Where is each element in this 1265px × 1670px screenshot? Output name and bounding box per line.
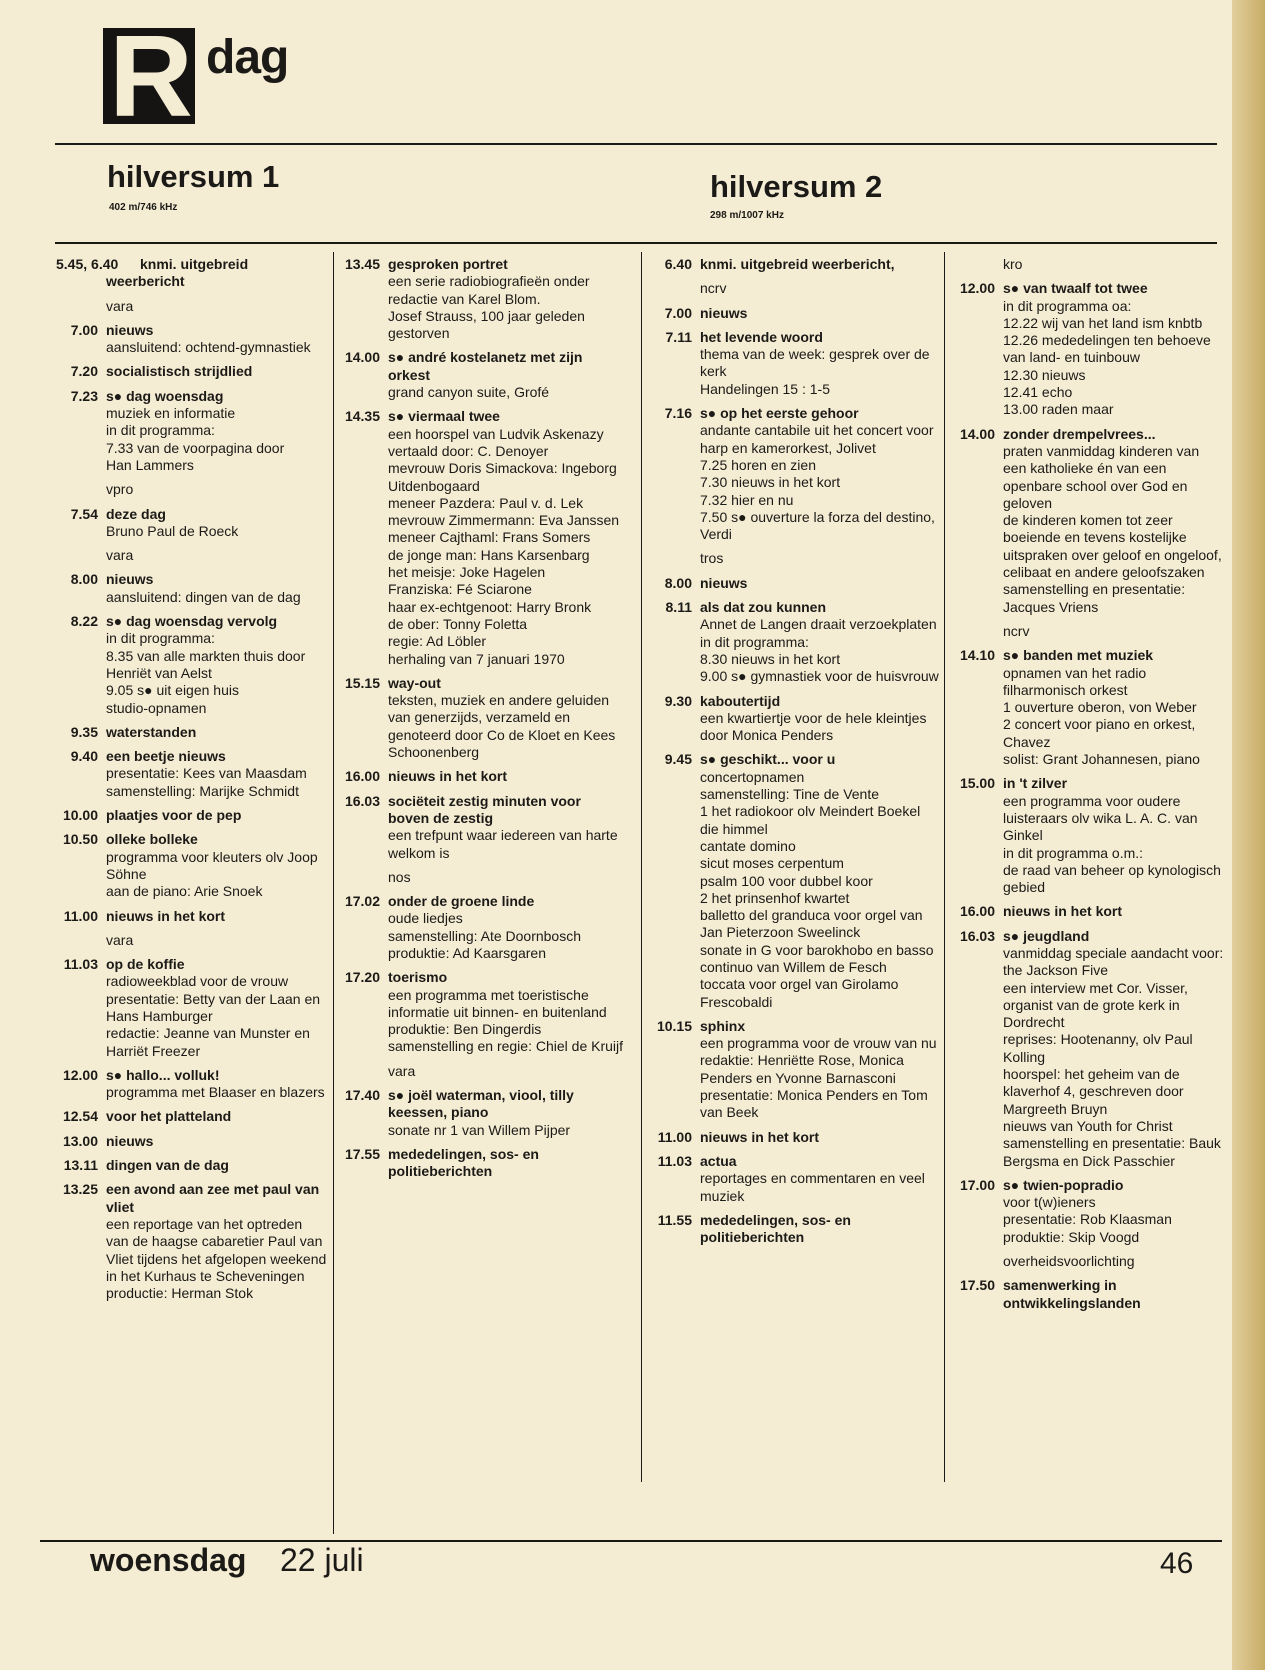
- program-title: knmi. uitgebreid weerbericht: [106, 256, 249, 290]
- program-title: samenwerking in ontwikkelingslanden: [1003, 1277, 1141, 1311]
- program-detail: een serie radiobiografieën onder redactie van Karel Blom.: [388, 273, 590, 307]
- program-detail: presentatie: Betty van der Laan en Hans Hamburger: [106, 990, 321, 1024]
- program-detail: in dit programma:: [106, 630, 215, 647]
- program-detail: opnamen van het radio filharmonisch orkest: [1003, 664, 1147, 698]
- program-detail: herhaling van 7 januari 1970: [388, 650, 565, 667]
- program-title: sphinx: [700, 1017, 746, 1034]
- program-title: actua: [700, 1152, 737, 1169]
- program-time: 16.03: [344, 792, 380, 809]
- program-entry: [949, 647, 1225, 768]
- program-detail: redaktie: Henriëtte Rose, Monica Penders en Yvonne Barnasconi: [700, 1052, 904, 1086]
- program-detail: die himmel: [700, 820, 768, 837]
- program-time: 17.40: [344, 1087, 380, 1104]
- program-detail: 8.35 van alle markten thuis door Henriët van Aelst: [106, 647, 306, 681]
- program-detail: de raad van beheer op kynologisch gebied: [1003, 861, 1221, 896]
- broadcaster-label: kro: [1003, 256, 1023, 272]
- station-freq-1: 402 m/746 kHz: [109, 202, 178, 213]
- program-detail: toccata voor orgel van Girolamo Frescobaldi: [700, 976, 899, 1010]
- program-detail: samenstelling en regie: Chiel de Kruijf: [388, 1038, 624, 1055]
- program-title: kaboutertijd: [700, 692, 781, 709]
- program-time: 5.45, 6.40: [56, 256, 119, 272]
- program-time: 6.40: [664, 256, 692, 272]
- program-detail: produktie: Ben Dingerdis: [388, 1021, 542, 1038]
- program-time: 13.45: [344, 256, 380, 272]
- program-detail: samenstelling: Marijke Schmidt: [106, 782, 299, 799]
- program-title: s● andré kostelanetz met zijn orkest: [388, 349, 583, 383]
- program-detail: 2 het prinsenhof kwartet: [700, 889, 850, 906]
- program-detail: oude liedjes: [388, 910, 463, 927]
- program-detail: 7.30 nieuws in het kort: [700, 474, 841, 491]
- program-time: 11.55: [657, 1211, 692, 1228]
- program-title: s● op het eerste gehoor: [700, 405, 859, 422]
- program-detail: aansluitend: ochtend-gymnastiek: [106, 339, 311, 356]
- broadcaster-label: tros: [700, 550, 724, 567]
- program-detail: een hoorspel van Ludvik Askenazy: [388, 425, 604, 442]
- program-detail: 7.32 hier en nu: [700, 491, 794, 508]
- program-entry: [56, 613, 328, 717]
- broadcaster-label: vara: [388, 1062, 416, 1079]
- program-title: zonder drempelvrees...: [1003, 425, 1156, 442]
- program-entry: [949, 775, 1225, 896]
- program-detail: Handelingen 15 : 1-5: [700, 380, 830, 397]
- program-entry: [56, 1181, 328, 1302]
- program-detail: presentatie: Monica Penders en Tom van Beek: [700, 1087, 928, 1121]
- program-title: nieuws in het kort: [1003, 903, 1123, 920]
- program-title: nieuws: [106, 1132, 154, 1149]
- program-time: 12.54: [62, 1108, 98, 1125]
- program-time: 16.00: [344, 768, 380, 785]
- program-time: 8.00: [70, 571, 98, 588]
- program-time: 7.54: [70, 505, 98, 522]
- program-detail: concertopnamen: [700, 768, 805, 785]
- program-detail: sonate in G voor barokhobo en basso continuo van Willem de Fesch: [700, 941, 934, 975]
- program-detail: Han Lammers: [106, 456, 194, 473]
- program-detail: het meisje: Joke Hagelen: [388, 564, 546, 581]
- column-divider-3: [944, 252, 945, 1482]
- program-entry: [56, 1133, 328, 1150]
- program-entry: [338, 349, 626, 401]
- program-detail: andante cantabile uit het concert voor harp en kamerorkest, Jolivet: [700, 422, 934, 456]
- program-title: socialistisch strijdlied: [106, 363, 253, 380]
- program-title: deze dag: [106, 505, 166, 522]
- program-time: 11.03: [63, 956, 98, 973]
- program-time: 15.00: [959, 775, 995, 792]
- program-entry: [646, 575, 939, 592]
- program-title: way-out: [388, 674, 441, 691]
- program-detail: aan de piano: Arie Snoek: [106, 883, 263, 900]
- program-entry: [338, 893, 626, 962]
- program-detail: redactie: Jeanne van Munster en Harriët Freezer: [106, 1025, 310, 1059]
- broadcaster-label: overheidsvoorlichting: [1003, 1253, 1135, 1270]
- page-edge: [1232, 0, 1265, 1670]
- program-title: nieuws: [700, 574, 748, 591]
- program-detail: een programma met toeristische informatie uit binnen- en buitenland: [388, 986, 607, 1020]
- program-detail: de jonge man: Hans Karsenbarg: [388, 546, 590, 563]
- program-detail: balletto del granduca voor orgel van Jan Pieterzoon Sweelinck: [700, 907, 923, 941]
- program-detail: een trefpunt waar iedereen van harte welkom is: [388, 827, 618, 861]
- program-detail: sonate nr 1 van Willem Pijper: [388, 1121, 571, 1138]
- broadcaster-label: nos: [388, 868, 411, 885]
- program-entry: [56, 956, 328, 1060]
- program-detail: Bruno Paul de Roeck: [106, 522, 239, 539]
- program-title: s● twien-popradio: [1003, 1176, 1124, 1193]
- program-detail: programma voor kleuters olv Joop Söhne: [106, 848, 318, 882]
- program-time: 15.15: [344, 674, 380, 691]
- program-time: 14.35: [344, 408, 380, 425]
- program-detail: 7.33 van de voorpagina door: [106, 439, 285, 456]
- schedule-column-hilversum1-a: [56, 256, 328, 1309]
- program-title: s● geschikt... voor u: [700, 751, 836, 768]
- program-detail: nieuws van Youth for Christ: [1003, 1117, 1173, 1134]
- program-detail: regie: Ad Löbler: [388, 633, 487, 650]
- program-detail: samenstelling en presentatie: Jacques Vriens: [1003, 581, 1186, 615]
- program-detail: voor t(w)ieners: [1003, 1194, 1096, 1211]
- program-time: 17.50: [959, 1277, 995, 1294]
- program-detail: 12.22 wij van het land ism knbtb: [1003, 314, 1203, 331]
- program-detail: presentatie: Kees van Maasdam: [106, 765, 307, 782]
- broadcaster-label: vpro: [106, 481, 134, 498]
- program-time: 10.50: [62, 831, 98, 848]
- program-time: 13.11: [63, 1157, 98, 1174]
- program-detail: hoorspel: het geheim van de klaverhof 4, geschreven door Margreeth Bruyn: [1003, 1066, 1184, 1117]
- schedule-column-hilversum1-b: [338, 256, 626, 1188]
- program-title: nieuws in het kort: [106, 907, 226, 924]
- program-detail: 1 ouverture oberon, von Weber: [1003, 699, 1197, 716]
- program-entry: [338, 408, 626, 667]
- program-time: 12.00: [62, 1066, 98, 1083]
- program-title: s● joël waterman, viool, tilly keessen, piano: [388, 1087, 574, 1121]
- program-entry: [338, 793, 626, 862]
- program-time: 14.10: [959, 647, 995, 664]
- program-time: 13.00: [62, 1132, 98, 1149]
- broadcaster-label: vara: [106, 297, 134, 314]
- program-entry: [949, 903, 1225, 920]
- program-detail: 12.26 mededelingen ten behoeve van land- en tuinbouw: [1003, 332, 1211, 366]
- program-detail: een programma voor oudere luisteraars olv wika L. A. C. van Ginkel: [1003, 792, 1198, 844]
- program-entry: [338, 1087, 626, 1139]
- page-number: 46: [1160, 1547, 1194, 1580]
- program-detail: mevrouw Zimmermann: Eva Janssen: [388, 512, 620, 529]
- program-detail: de kinderen komen tot zeer boeiende en tevens kostelijke uitspraken over geloof en ongeloof, celibaat en andere geloofszaken: [1003, 512, 1222, 581]
- program-detail: reportages en commentaren en veel muziek: [700, 1170, 925, 1204]
- station-title-2: hilversum 2: [710, 169, 883, 204]
- logo-word: dag: [206, 31, 289, 84]
- program-detail: 2 concert voor piano en orkest, Chavez: [1003, 716, 1196, 750]
- program-time: 8.00: [664, 574, 692, 591]
- program-detail: cantate domino: [700, 837, 796, 854]
- program-title: in 't zilver: [1003, 775, 1068, 792]
- program-title: als dat zou kunnen: [700, 599, 827, 616]
- program-time: 7.20: [70, 363, 98, 380]
- broadcaster-label: ncrv: [700, 280, 727, 297]
- program-entry: [646, 599, 939, 685]
- program-time: 7.00: [664, 304, 692, 321]
- schedule-column-hilversum2-b: [949, 256, 1225, 1319]
- program-detail: 12.30 nieuws: [1003, 366, 1086, 383]
- program-entry: [646, 1212, 939, 1247]
- program-detail: meneer Cajthaml: Frans Somers: [388, 529, 591, 546]
- program-title: plaatjes voor de pep: [106, 807, 242, 824]
- program-title: nieuws: [106, 571, 154, 588]
- program-detail: thema van de week: gesprek over de kerk: [700, 346, 930, 380]
- schedule-column-hilversum2-a: [646, 256, 939, 1253]
- program-title: sociëteit zestig minuten voor boven de zestig: [388, 792, 581, 826]
- program-entry: [56, 807, 328, 824]
- program-detail: praten vanmiddag kinderen van een katholieke én van een openbare school over God en geloven: [1003, 442, 1200, 511]
- program-time: 13.25: [62, 1181, 98, 1198]
- program-detail: mevrouw Doris Simackova: Ingeborg Uitdenbogaard: [388, 460, 617, 494]
- program-detail: samenstelling en presentatie: Bauk Bergsma en Dick Passchier: [1003, 1135, 1221, 1169]
- program-entry: [646, 256, 939, 273]
- column-divider-1: [333, 252, 334, 1534]
- program-detail: 7.50 s● ouverture la forza del destino, Verdi: [700, 508, 935, 543]
- program-time: 7.23: [70, 387, 98, 404]
- program-time: 9.45: [664, 751, 692, 768]
- program-entry: [646, 1018, 939, 1122]
- program-time: 9.35: [70, 723, 98, 740]
- program-time: 14.00: [959, 425, 995, 442]
- program-detail: samenstelling: Tine de Vente: [700, 786, 880, 803]
- program-time: 14.00: [344, 349, 380, 366]
- program-title: mededelingen, sos- en politieberichten: [388, 1145, 539, 1180]
- program-detail: vertaald door: C. Denoyer: [388, 442, 549, 459]
- program-time: 17.20: [344, 969, 380, 986]
- program-detail: programma met Blaaser en blazers: [106, 1084, 325, 1101]
- program-time: 17.02: [344, 893, 380, 910]
- program-detail: haar ex-echtgenoot: Harry Bronk: [388, 598, 592, 615]
- program-title: voor het platteland: [106, 1108, 232, 1125]
- program-entry: [56, 322, 328, 357]
- program-entry: [56, 831, 328, 900]
- program-detail: aansluitend: dingen van de dag: [106, 588, 301, 605]
- program-time: 9.40: [70, 748, 98, 765]
- program-entry: [56, 388, 328, 474]
- program-entry: [949, 1177, 1225, 1246]
- program-title: dingen van de dag: [106, 1157, 229, 1174]
- program-title: nieuws: [700, 304, 748, 321]
- program-detail: een kwartiertje voor de hele kleintjes: [700, 709, 927, 726]
- program-time: 16.03: [959, 927, 995, 944]
- program-entry: [646, 693, 939, 745]
- program-entry: [646, 1129, 939, 1146]
- program-entry: [646, 329, 939, 398]
- column-divider-2: [641, 252, 642, 1482]
- logo-letter: R: [103, 28, 195, 124]
- program-time: 9.30: [664, 692, 692, 709]
- program-entry: [56, 748, 328, 800]
- program-detail: Josef Strauss, 100 jaar geleden gestorven: [388, 307, 585, 342]
- program-entry: [56, 724, 328, 741]
- program-detail: 8.30 nieuws in het kort: [700, 650, 841, 667]
- program-detail: in dit programma:: [700, 633, 809, 650]
- broadcaster-label: ncrv: [1003, 622, 1030, 639]
- program-entry: [56, 256, 328, 291]
- program-entry: [56, 363, 328, 380]
- program-entry: [949, 1277, 1225, 1312]
- program-title: s● van twaalf tot twee: [1003, 280, 1148, 297]
- broadcaster-label: vara: [106, 547, 134, 564]
- program-entry: [646, 1153, 939, 1205]
- program-detail: studio-opnamen: [106, 699, 207, 716]
- program-entry: [949, 426, 1225, 616]
- program-entry: [338, 675, 626, 761]
- program-time: 7.11: [665, 328, 692, 345]
- program-time: 10.00: [62, 807, 98, 824]
- program-entry: [646, 405, 939, 543]
- broadcaster-label: vara: [106, 931, 134, 948]
- program-detail: een interview met Cor. Visser, organist van de grote kerk in Dordrecht: [1003, 979, 1188, 1031]
- program-title: op de koffie: [106, 956, 185, 973]
- program-detail: in dit programma oa:: [1003, 297, 1132, 314]
- program-detail: productie: Herman Stok: [106, 1285, 254, 1302]
- program-time: 17.55: [344, 1145, 380, 1162]
- program-entry: [338, 969, 626, 1055]
- station-freq-2: 298 m/1007 kHz: [710, 210, 784, 221]
- program-detail: 12.41 echo: [1003, 384, 1073, 401]
- program-title: nieuws in het kort: [388, 768, 508, 785]
- program-title: mededelingen, sos- en politieberichten: [700, 1211, 851, 1246]
- footer-day: woensdag: [90, 1542, 247, 1578]
- program-title: knmi. uitgebreid weerbericht,: [700, 256, 895, 272]
- program-title: s● dag woensdag: [106, 387, 224, 404]
- program-detail: meneer Pazdera: Paul v. d. Lek: [388, 494, 584, 511]
- program-time: 17.00: [959, 1176, 995, 1193]
- program-title: s● dag woensdag vervolg: [106, 613, 278, 630]
- program-entry: [949, 280, 1225, 418]
- program-time: 16.00: [959, 903, 995, 920]
- program-detail: een programma voor de vrouw van nu: [700, 1035, 937, 1052]
- program-entry: [338, 256, 626, 342]
- program-detail: grand canyon suite, Grofé: [388, 384, 550, 401]
- program-entry: [646, 751, 939, 1010]
- program-entry: [949, 928, 1225, 1170]
- program-detail: in dit programma:: [106, 422, 215, 439]
- program-detail: 7.25 horen en zien: [700, 456, 816, 473]
- program-title: een avond aan zee met paul van vliet: [106, 1181, 320, 1215]
- program-detail: 9.05 s● uit eigen huis: [106, 682, 239, 699]
- program-detail: sicut moses cerpentum: [700, 855, 844, 872]
- program-time: 10.15: [656, 1017, 692, 1034]
- program-title: nieuws: [106, 321, 154, 338]
- program-entry: [646, 305, 939, 322]
- program-detail: Annet de Langen draait verzoekplaten: [700, 616, 937, 633]
- program-title: onder de groene linde: [388, 893, 535, 910]
- program-detail: psalm 100 voor dubbel koor: [700, 872, 873, 889]
- header-rule: [55, 242, 1217, 244]
- program-detail: door Monica Penders: [700, 727, 834, 744]
- program-title: olleke bolleke: [106, 831, 198, 848]
- program-title: s● viermaal twee: [388, 408, 500, 425]
- program-title: een beetje nieuws: [106, 748, 226, 765]
- program-detail: produktie: Skip Voogd: [1003, 1228, 1140, 1245]
- program-entry: [56, 571, 328, 606]
- program-title: s● banden met muziek: [1003, 647, 1154, 664]
- program-entry: [56, 1067, 328, 1102]
- program-title: s● jeugdland: [1003, 927, 1090, 944]
- top-rule: [55, 143, 1217, 145]
- footer-date: 22 juli: [280, 1542, 364, 1578]
- program-detail: een reportage van het optreden van de haagse cabaretier Paul van Vliet tijdens het afgelopen weekend in het Kurhaus te Scheveningen: [106, 1215, 327, 1284]
- program-time: 8.22: [70, 613, 98, 630]
- program-detail: produktie: Ad Kaarsgaren: [388, 944, 546, 961]
- program-time: 11.03: [657, 1152, 692, 1169]
- program-time: 7.00: [70, 321, 98, 338]
- program-detail: radioweekblad voor de vrouw: [106, 973, 289, 990]
- program-detail: Franziska: Fé Sciarone: [388, 581, 532, 598]
- program-entry: [338, 768, 626, 785]
- program-detail: 13.00 raden maar: [1003, 401, 1114, 418]
- program-entry: [56, 1157, 328, 1174]
- program-detail: samenstelling: Ate Doornbosch: [388, 927, 581, 944]
- program-time: 11.00: [63, 907, 98, 924]
- program-detail: reprises: Hootenanny, olv Paul Kolling: [1003, 1031, 1193, 1065]
- program-entry: [56, 506, 328, 541]
- program-time: 11.00: [657, 1128, 692, 1145]
- program-title: het levende woord: [700, 328, 823, 345]
- program-title: waterstanden: [106, 723, 197, 740]
- program-entry: [56, 1108, 328, 1125]
- program-title: s● hallo... volluk!: [106, 1066, 220, 1083]
- program-detail: de ober: Tonny Foletta: [388, 615, 528, 632]
- program-title: nieuws in het kort: [700, 1128, 820, 1145]
- program-detail: in dit programma o.m.:: [1003, 844, 1144, 861]
- program-detail: 1 het radiokoor olv Meindert Boekel: [700, 803, 921, 820]
- program-time: 12.00: [959, 280, 995, 297]
- program-detail: muziek en informatie: [106, 405, 236, 422]
- program-detail: presentatie: Rob Klaasman: [1003, 1211, 1172, 1228]
- station-title-1: hilversum 1: [107, 159, 280, 194]
- program-detail: 9.00 s● gymnastiek voor de huisvrouw: [700, 668, 939, 685]
- program-entry: [56, 908, 328, 925]
- program-detail: solist: Grant Johannesen, piano: [1003, 751, 1200, 768]
- program-title: gesproken portret: [388, 256, 508, 272]
- program-time: 8.11: [665, 599, 692, 616]
- program-detail: teksten, muziek en andere geluiden van generzijds, verzameld en genoteerd door Co de Kloet en Kees Schoonenberg: [388, 692, 616, 761]
- program-title: toerismo: [388, 969, 448, 986]
- program-time: 7.16: [664, 405, 692, 422]
- program-detail: vanmiddag speciale aandacht voor: the Jackson Five: [1003, 944, 1224, 979]
- program-entry: [338, 1146, 626, 1181]
